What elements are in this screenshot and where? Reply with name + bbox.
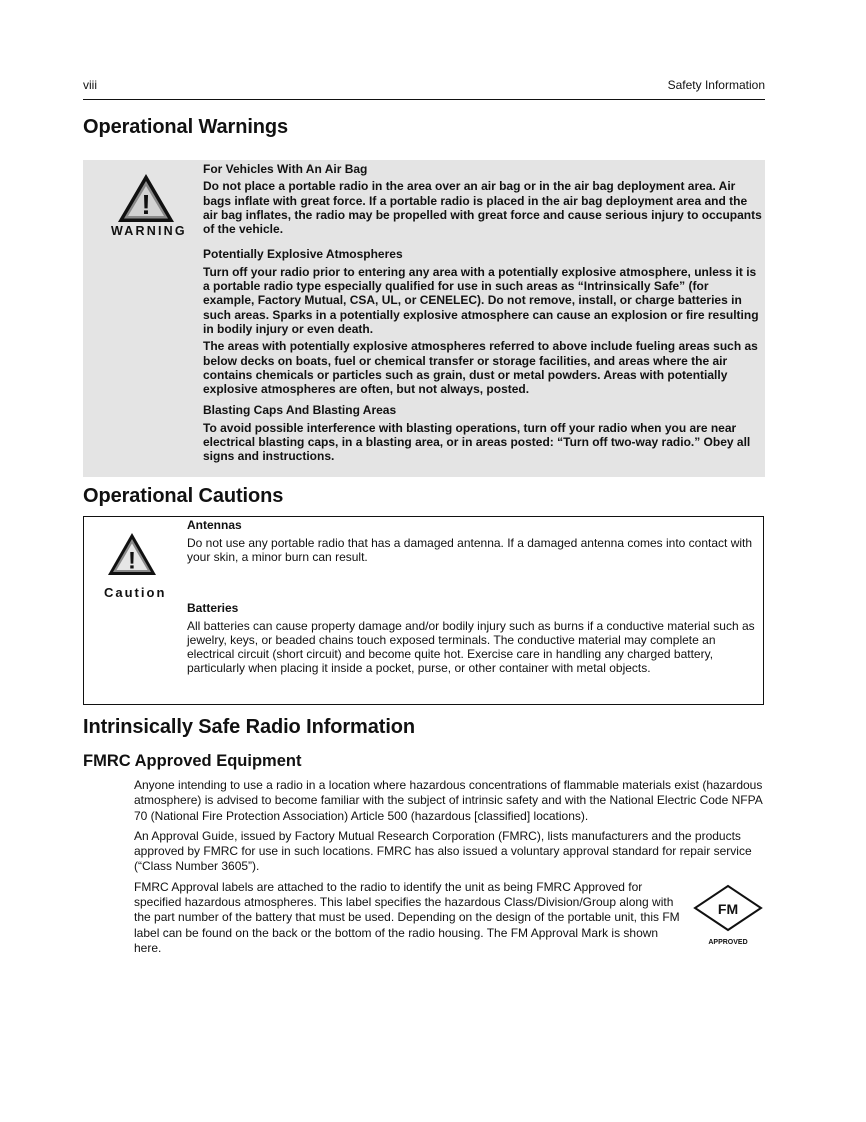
caution-label: Caution xyxy=(104,585,167,600)
caution-glyph: ! xyxy=(128,547,136,575)
caution-box xyxy=(83,516,764,705)
running-header-section: Safety Information xyxy=(667,78,765,92)
operational-warnings-heading: Operational Warnings xyxy=(83,116,289,138)
page-number: viii xyxy=(83,78,97,92)
operational-cautions-heading: Operational Cautions xyxy=(83,485,284,507)
batteries-heading: Batteries xyxy=(187,600,239,615)
explosive-atmospheres-paragraph-2: The areas with potentially explosive atmospheres referred to above include fueling areas such as below decks on boats, fuel or chemical transfer or storage facilities, and areas where the air contains chemicals or particles such as grain, dust or metal powders. Areas with potentially explosive atmospheres are often, but not always, posted. xyxy=(203,339,758,397)
warning-glyph: ! xyxy=(141,189,151,220)
airbag-heading: For Vehicles With An Air Bag xyxy=(203,162,368,176)
blasting-caps-paragraph: To avoid possible interference with blasting operations, turn off your radio when you are near electrical blasting caps, in a blasting area, or in areas posted: “Turn off two-way radio.” Obey all signs and instructions. xyxy=(203,420,751,464)
fmrc-paragraph-2: An Approval Guide, issued by Factory Mutual Research Corporation (FMRC), lists manufacturers and the products approved by FMRC for use in such locations. FMRC has also issued a voluntary approval standard for repair service (“Class Number 3605”). xyxy=(134,828,752,874)
explosive-atmospheres-paragraph-1: Turn off your radio prior to entering any area with a potentially explosive atmosphere, unless it is a portable radio type especially qualified for use in such areas as “Intrinsically Safe” (for example, Factory Mutual, CSA, UL, or CENELEC). Do not remove, install, or charge batteries in such areas. Sparks in a potentially explosive atmosphere can cause an explosion or fire resulting in bodily injury or even death. xyxy=(203,264,759,336)
fm-diamond-icon xyxy=(692,883,764,933)
warning-label: WARNING xyxy=(111,224,187,238)
explosive-atmospheres-heading: Potentially Explosive Atmospheres xyxy=(203,247,403,262)
warning-text-column xyxy=(203,162,763,464)
fmrc-body xyxy=(134,778,764,961)
fmrc-approved-equipment-heading: FMRC Approved Equipment xyxy=(83,752,302,770)
airbag-paragraph: Do not place a portable radio in the area over an air bag or in the air bag deployment area. Air bags inflate with great force. If a portable radio is placed in the air bag deployment area and the air bag inflates, the radio may be propelled with great force and cause serious injury to occupants of the vehicle. xyxy=(203,179,762,237)
antennas-paragraph: Do not use any portable radio that has a damaged antenna. If a damaged antenna comes into contact with your skin, a minor burn can result. xyxy=(187,536,753,565)
caution-text-column xyxy=(187,518,761,676)
header-rule xyxy=(83,99,765,100)
fm-approval-mark xyxy=(692,883,764,946)
fmrc-label-block xyxy=(134,880,764,956)
warning-box xyxy=(83,160,765,477)
fm-approved-caption: APPROVED xyxy=(708,939,748,946)
fmrc-paragraph-3: FMRC Approval labels are attached to the radio to identify the unit as being FMRC Approved for specified hazardous atmospheres. This label specifies the hazardous Class/Division/Group along with the part number of the battery that must be used. Depending on the design of the portable unit, this FM label can be found on the back or the bottom of the radio housing. The FM Approval Mark is shown here. xyxy=(134,879,680,955)
blasting-caps-heading: Blasting Caps And Blasting Areas xyxy=(203,403,397,418)
caution-triangle-icon xyxy=(106,530,158,583)
intrinsically-safe-heading: Intrinsically Safe Radio Information xyxy=(83,716,416,738)
batteries-paragraph: All batteries can cause property damage and/or bodily injury such as burns if a conductive material such as jewelry, keys, or beaded chains touch exposed terminals. The conductive material may complete an electrical circuit (short circuit) and become quite hot. Exercise care in handling any charged battery, particularly when placing it inside a pocket, purse, or other container with metal objects. xyxy=(187,618,755,676)
warning-triangle-icon xyxy=(115,170,177,231)
fmrc-paragraph-1: Anyone intending to use a radio in a location where hazardous concentrations of flammable materials exist (hazardous atmosphere) is advised to become familiar with the subject of intrinsic safety and with the National Electric Code NFPA 70 (National Fire Protection Association) Article 500 (hazardous [classified] locations). xyxy=(134,778,763,823)
antennas-heading: Antennas xyxy=(187,518,242,532)
fm-mark-text: FM xyxy=(717,901,739,917)
